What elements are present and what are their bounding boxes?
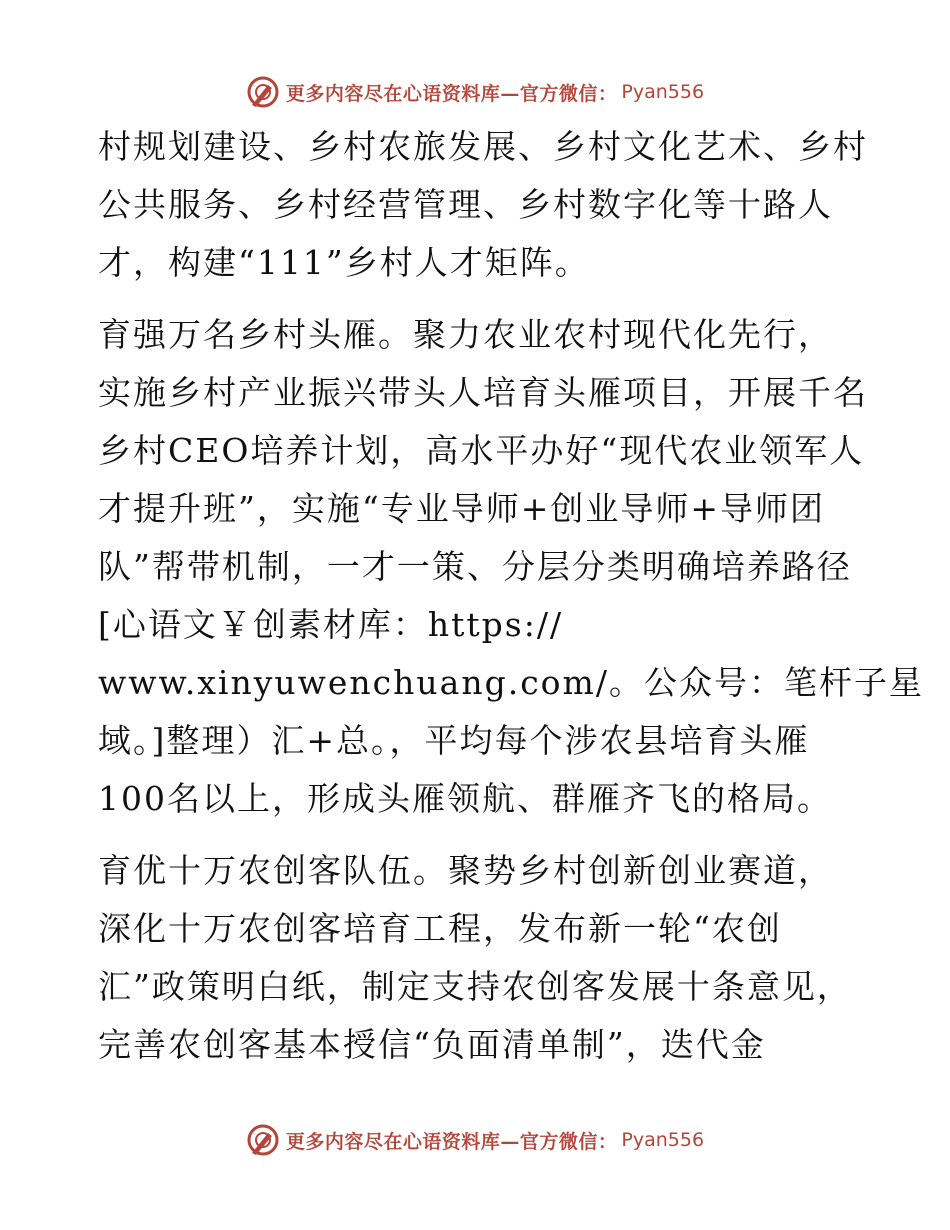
text-line: 域。]整理）汇+总。，平均每个涉农县培育头雁 — [98, 721, 810, 760]
footer-contact: Pyan556 — [621, 1129, 705, 1151]
text-line: 队”帮带机制，一才一策、分层分类明确培养路径 — [98, 547, 852, 586]
paragraph-heading-line: 育优十万农创客队伍。聚势乡村创新创业赛道， — [98, 851, 833, 890]
text-line: 汇”政策明白纸，制定支持农创客发展十条意见， — [98, 967, 852, 1006]
paragraph-heading-line: 育强万名乡村头雁。聚力农业农村现代化先行， — [98, 315, 833, 354]
footer-banner-text: 更多内容尽在心语资料库—官方微信： — [285, 1130, 618, 1153]
pen-logo-icon — [246, 1123, 280, 1157]
text-line: [心语文￥创素材库：https:// — [98, 605, 564, 644]
footer-banner — [0, 1120, 950, 1160]
text-line: 村规划建设、乡村农旅发展、乡村文化艺术、乡村 — [98, 127, 868, 166]
text-line: 实施乡村产业振兴带头人培育头雁项目，开展千名 — [98, 373, 868, 412]
text-line: 才提升班”，实施“专业导师+创业导师+导师团 — [98, 489, 826, 528]
text-line: 才，构建“111”乡村人才矩阵。 — [98, 243, 590, 282]
header-contact: Pyan556 — [621, 81, 705, 103]
header-banner — [0, 72, 950, 112]
text-line: www.xinyuwenchuang.com/。公众号：笔杆子星 — [98, 663, 924, 702]
text-line: 公共服务、乡村经营管理、乡村数字化等十路人 — [98, 185, 833, 224]
pen-logo-icon — [246, 75, 280, 109]
text-line: 深化十万农创客培育工程，发布新一轮“农创 — [98, 909, 782, 948]
text-line: 乡村CEO培养计划，高水平办好“现代农业领军人 — [98, 431, 865, 470]
document-body — [98, 118, 924, 1074]
text-line: 完善农创客基本授信“负面清单制”，迭代金 — [98, 1025, 766, 1064]
text-line: 100名以上，形成头雁领航、群雁齐飞的格局。 — [98, 779, 832, 818]
header-banner-text: 更多内容尽在心语资料库—官方微信： — [285, 82, 618, 105]
